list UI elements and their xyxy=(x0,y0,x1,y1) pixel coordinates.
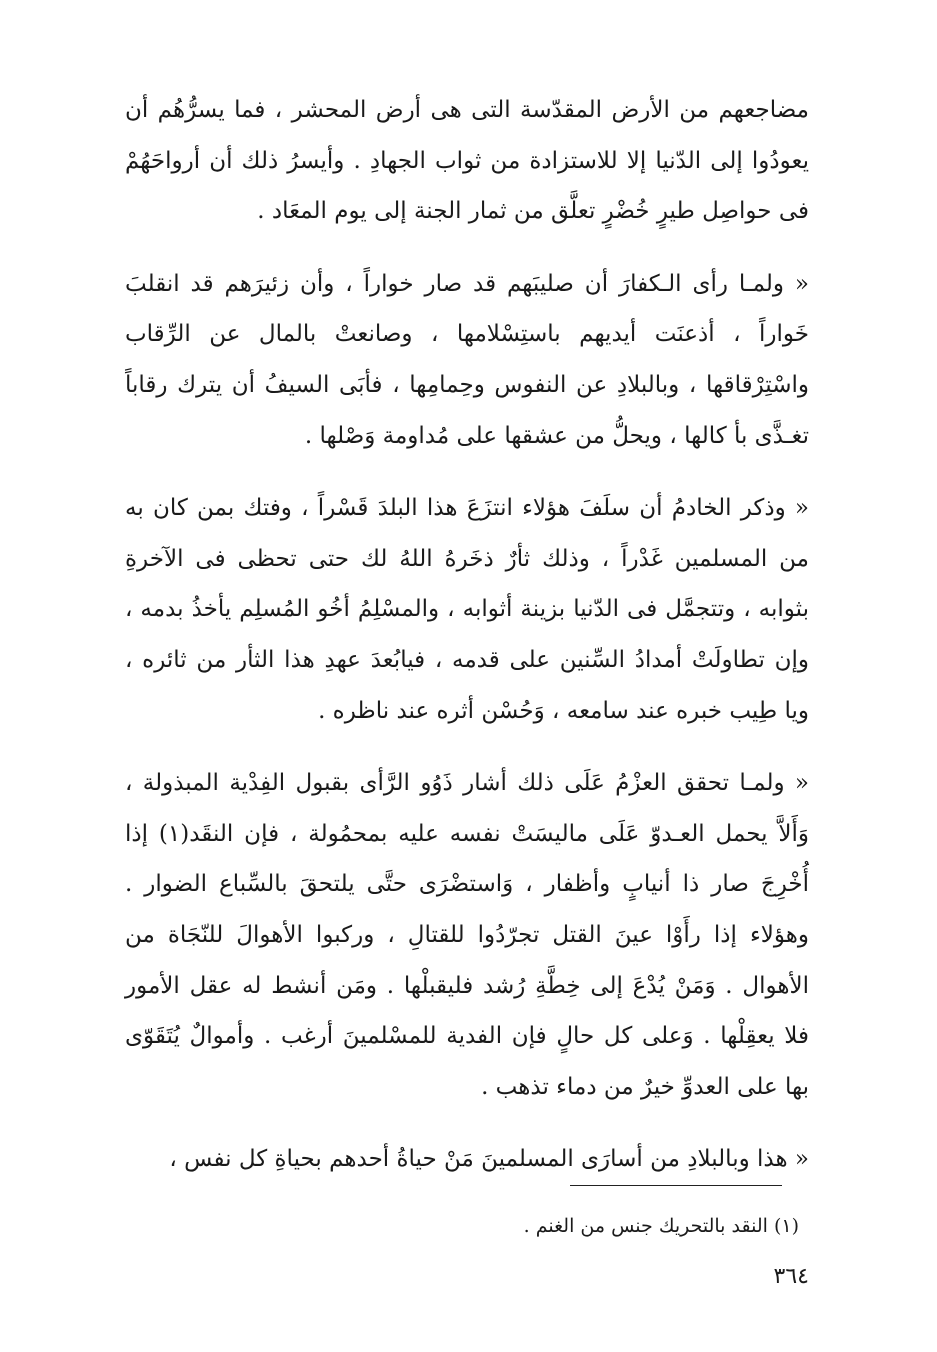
main-text xyxy=(125,85,809,1185)
footnote-separator xyxy=(570,1185,782,1186)
page-number: ٣٦٤ xyxy=(773,1264,809,1289)
paragraph: « هذا وبالبلادِ من أسارَى المسلمينَ مَنْ حياةُ أحدهم بحياةِ كل نفس ، xyxy=(169,1146,809,1173)
paragraph: « وذكر الخادمُ أن سلَفَ هؤلاء انتزَعَ هذا البلدَ قَسْراً ، وفتك بمن كان به من المسلمين غَدْراً ، وذلك ثأرٌ ذخَرهُ اللهُ لك حتى تحظى فى الآخرةِ بثوابه ، وتتجمَّل فى الدّنيا بزينة أثوابه ، والمسْلِمُ أخُو المُسلِم يأخذُ بدمه ، وإن تطاولَتْ أمدادُ السِّنين على قدمه ، فيابُعدَ عهدِ هذا الثأر من ثائره ، ويا طِيب خبره عند سامعه ، وَحُسْن أثره عند ناظره . xyxy=(125,495,810,724)
paragraph: « ولمـا تحقق العزْمُ عَلَى ذلك أشار ذَوُو الرَّأى بقبول الفِدْية المبذولة ، وَأَلاَّ يحمل العـدوّ عَلَى ماليسَتْ نفسه عليه بمحمُولة ، فإن النقَد(١) إذا أُخْرِجَ صار ذا أنيابٍ وأظفار ، وَاستضْرَى حتَّى يلتحقَ بالسِّباع الضوار . وهؤلاء إذا رأَوْا عينَ القتل تجرّدُوا للقتالِ ، وركبوا الأهوالَ للنّجَاة من الأهوال . وَمَنْ يُدْعَ إلى خِطَّةِ رُشد فليقبلْها . ومَن أنشط له عقل الأمور فلا يعقِلْها . وَعلى كل حالٍ فإن الفدية للمسْلمينَ أرغب . وأموالٌ يُتَقَوّى بها على العدوِّ خيرٌ من دماء تذهب . xyxy=(125,770,809,1100)
footnote: (١) النقد بالتحريك جنس من الغنم . xyxy=(523,1215,799,1237)
paragraph: مضاجعهم من الأرض المقدّسة التى هى أرض المحشر ، فما يسرُّهُم أن يعودُوا إلى الدّنيا إلا للاستزادة من ثواب الجهادِ . وأيسرُ ذلك أن أرواحَهُمْ فى حواصِل طيرٍ خُضْرٍ تعلَّق من ثمار الجنة إلى يوم المعَاد . xyxy=(125,97,809,225)
paragraph: « ولمـا رأى الـكفارَ أن صليبَهم قد صار خواراً ، وأن زئيرَهم قد انقلبَ خَواراً ، أذعنَت أيديهم باستِسْلامها ، وصانعتْ بالمال عن الرِّقاب واسْتِرْقاقها ، وبالبلادِ عن النفوس وحِمامِها ، فأبَى السيفُ أن يترك رقاباً تغـذَّى بأ كالها ، ويحلُّ من عشقها على مُداومة وَصْلها . xyxy=(125,270,809,449)
